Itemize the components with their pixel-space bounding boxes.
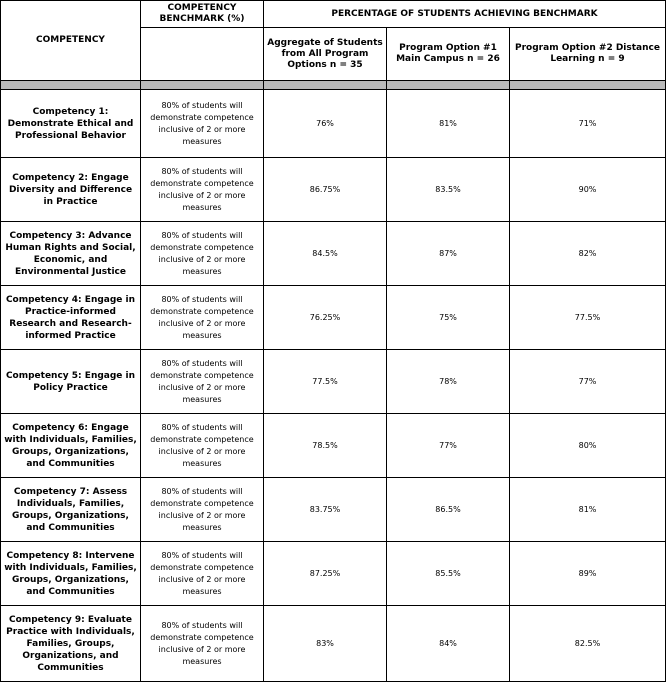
aggregate-cell: 87.25%	[264, 542, 387, 606]
option1-cell: 85.5%	[387, 542, 510, 606]
header-row	[1, 1, 666, 28]
benchmark-cell: 80% of students will demonstrate competence inclusive of 2 or more measures	[141, 350, 264, 414]
table-row	[1, 286, 666, 350]
option1-cell: 86.5%	[387, 478, 510, 542]
benchmark-cell: 80% of students will demonstrate competence inclusive of 2 or more measures	[141, 478, 264, 542]
option2-cell: 81%	[510, 478, 666, 542]
benchmark-cell: 80% of students will demonstrate competence inclusive of 2 or more measures	[141, 542, 264, 606]
table-row	[1, 222, 666, 286]
benchmark-cell: 80% of students will demonstrate competence inclusive of 2 or more measures	[141, 158, 264, 222]
aggregate-cell: 83%	[264, 606, 387, 682]
benchmark-cell: 80% of students will demonstrate competence inclusive of 2 or more measures	[141, 414, 264, 478]
benchmark-cell: 80% of students will demonstrate competence inclusive of 2 or more measures	[141, 286, 264, 350]
option1-cell: 75%	[387, 286, 510, 350]
option1-cell: 78%	[387, 350, 510, 414]
aggregate-cell: 78.5%	[264, 414, 387, 478]
table-row	[1, 414, 666, 478]
table-row	[1, 350, 666, 414]
spacer-cell	[387, 81, 510, 90]
option2-cell: 89%	[510, 542, 666, 606]
spacer-cell	[1, 81, 141, 90]
spacer-row	[1, 81, 666, 90]
competency-cell: Competency 9: Evaluate Practice with Individuals, Families, Groups, Organizations, and Communities	[1, 606, 141, 682]
option2-cell: 71%	[510, 90, 666, 158]
option1-cell: 83.5%	[387, 158, 510, 222]
option1-cell: 81%	[387, 90, 510, 158]
option1-cell: 84%	[387, 606, 510, 682]
benchmark-header: COMPETENCY BENCHMARK (%)	[141, 1, 264, 28]
table-row	[1, 90, 666, 158]
benchmark-subheader-empty	[141, 28, 264, 81]
table-row	[1, 478, 666, 542]
option2-cell: 82%	[510, 222, 666, 286]
option2-header: Program Option #2 Distance Learning n = 9	[510, 28, 666, 81]
competency-cell: Competency 6: Engage with Individuals, Families, Groups, Organizations, and Communities	[1, 414, 141, 478]
competency-cell: Competency 3: Advance Human Rights and Social, Economic, and Environmental Justice	[1, 222, 141, 286]
option2-cell: 77%	[510, 350, 666, 414]
table-row	[1, 158, 666, 222]
aggregate-header: Aggregate of Students from All Program Options n = 35	[264, 28, 387, 81]
aggregate-cell: 86.75%	[264, 158, 387, 222]
spacer-cell	[264, 81, 387, 90]
benchmark-cell: 80% of students will demonstrate competence inclusive of 2 or more measures	[141, 606, 264, 682]
aggregate-cell: 77.5%	[264, 350, 387, 414]
competency-cell: Competency 1: Demonstrate Ethical and Professional Behavior	[1, 90, 141, 158]
spacer-cell	[510, 81, 666, 90]
spacer-cell	[141, 81, 264, 90]
option1-cell: 87%	[387, 222, 510, 286]
option2-cell: 77.5%	[510, 286, 666, 350]
aggregate-cell: 84.5%	[264, 222, 387, 286]
aggregate-cell: 76.25%	[264, 286, 387, 350]
table-row	[1, 606, 666, 682]
table-body	[1, 90, 666, 682]
competency-header: COMPETENCY	[1, 1, 141, 81]
option2-cell: 90%	[510, 158, 666, 222]
aggregate-cell: 76%	[264, 90, 387, 158]
option1-header: Program Option #1 Main Campus n = 26	[387, 28, 510, 81]
benchmark-cell: 80% of students will demonstrate competence inclusive of 2 or more measures	[141, 222, 264, 286]
benchmark-cell: 80% of students will demonstrate competence inclusive of 2 or more measures	[141, 90, 264, 158]
percentage-header: PERCENTAGE OF STUDENTS ACHIEVING BENCHMARK	[264, 1, 666, 28]
option1-cell: 77%	[387, 414, 510, 478]
competency-cell: Competency 5: Engage in Policy Practice	[1, 350, 141, 414]
competency-cell: Competency 4: Engage in Practice-informed Research and Research-informed Practice	[1, 286, 141, 350]
option2-cell: 80%	[510, 414, 666, 478]
competency-cell: Competency 8: Intervene with Individuals, Families, Groups, Organizations, and Communities	[1, 542, 141, 606]
table-row	[1, 542, 666, 606]
competency-cell: Competency 2: Engage Diversity and Difference in Practice	[1, 158, 141, 222]
option2-cell: 82.5%	[510, 606, 666, 682]
competency-cell: Competency 7: Assess Individuals, Families, Groups, Organizations, and Communities	[1, 478, 141, 542]
aggregate-cell: 83.75%	[264, 478, 387, 542]
